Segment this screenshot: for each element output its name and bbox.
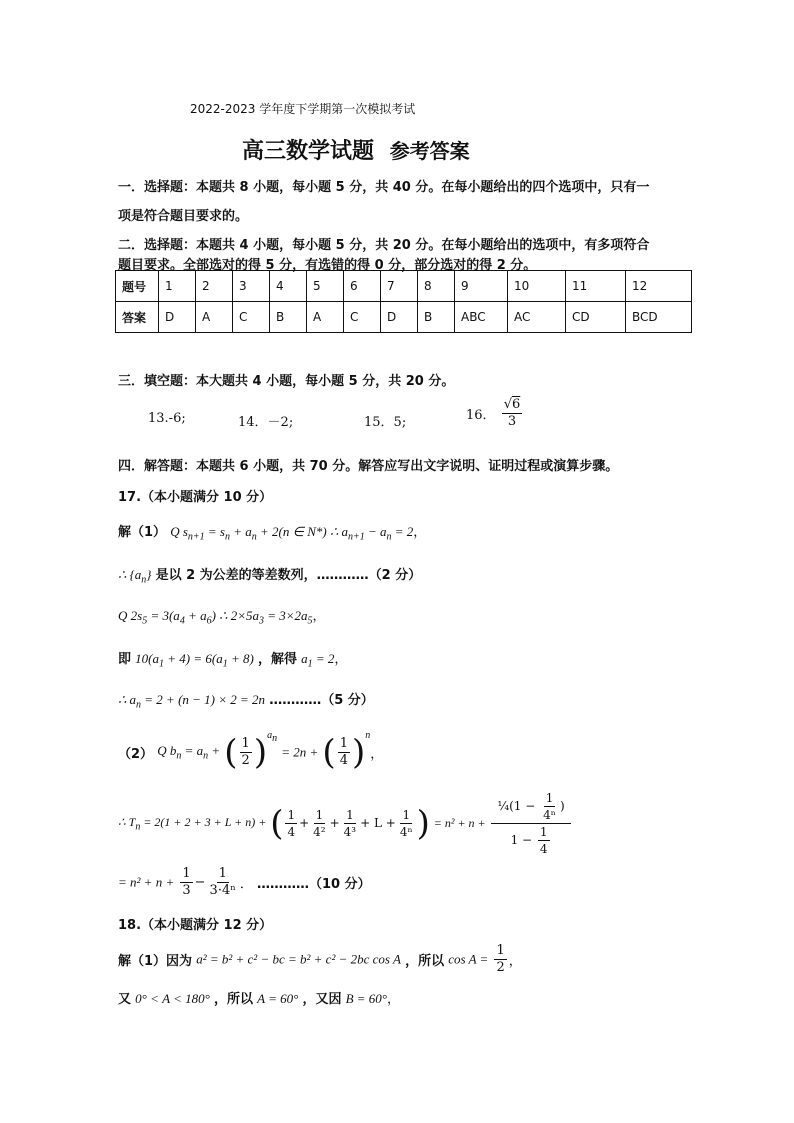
q17-formula-7b: = n² + n +	[433, 816, 486, 830]
fraction-1-4: $\frac{1}{4}$	[339, 736, 348, 768]
section2-line1: 二．选择题：本题共 4 小题，每小题 5 分，共 20 分。在每小题给出的选项中，有多项符合	[118, 238, 650, 253]
table-cell: 12	[626, 271, 692, 302]
q17-title: 17.（本小题满分 10 分）	[118, 490, 273, 505]
table-cell: A	[307, 302, 344, 333]
fill-answer-16	[466, 397, 524, 430]
q18-line1: 解（1）因为 a² = b² + c² − bc = b² + c² − 2bc cos A ，所以 cos A = $\frac{1}{2}$ ，	[118, 943, 522, 975]
table-row-answers	[116, 302, 692, 333]
q17-line6: （2） Q $b_n = a_n$ + ( $\frac{1}{2}$ )$^{a_n}$ = 2n + ( $\frac{1}{4}$ )$^n$，	[118, 730, 384, 773]
paren-left: (	[322, 732, 336, 773]
fill-answer-13: 13.-6;	[148, 411, 186, 426]
q18-formula-2a: 0° < A < 180°	[135, 991, 210, 1006]
table-cell: 7	[381, 271, 418, 302]
section1-line2: 项是符合题目要求的。	[118, 209, 249, 224]
q17-formula-2: ∴ $\{a_n\}$	[118, 567, 152, 586]
q17-formula-8: = n² + n +	[118, 874, 175, 890]
q18-formula-1b: cos A =	[448, 951, 489, 967]
q17-line5-score: …………（5 分）	[269, 693, 374, 708]
fraction-numerator: √6	[503, 397, 521, 412]
q17-line4: 即 $10(a_1 + 4) = 6(a_1 + 8)$ ，解得 $a_1 = 2$，	[118, 651, 348, 670]
paren-right: )	[416, 803, 430, 844]
radicand: 6	[511, 397, 521, 412]
q18-line1-prefix: 解（1）因为	[118, 954, 193, 969]
q18-line2-prefix: 又	[118, 992, 132, 1007]
q17-formula-7a: ∴ $T_n = 2(1 + 2 + 3 + L + n)$ +	[118, 814, 267, 833]
table-cell: 9	[455, 271, 508, 302]
q17-line7: ∴ $T_n = 2(1 + 2 + 3 + L + n)$ + ( $\frac{1}{4}$ + $\frac{1}{\text{4²}}$ + $\frac{1}{\text{4³}}$ + L + $\frac{1}{\text{4ⁿ}}$ ) = n² + n + ¼(1 − $\frac{1}{\text{4ⁿ}}$ ) 1 − $\frac{1}{4}$	[118, 790, 573, 857]
table-cell: 6	[344, 271, 381, 302]
q17-line2-text: 是以 2 为公差的等差数列，…………（2 分）	[155, 568, 422, 583]
table-cell: C	[233, 302, 270, 333]
fraction-1-2: $\frac{1}{2}$	[496, 943, 505, 975]
section4-heading: 四．解答题：本题共 6 小题，共 70 分。解答应写出文字说明、证明过程或演算步骤。	[118, 459, 619, 474]
fill-answer-16-label: 16．	[466, 408, 496, 423]
paren-right: )	[351, 732, 366, 773]
q17-formula-5: ∴ $a_n = 2 + (n - 1) \times 2 = 2n$	[118, 692, 266, 711]
fraction: $\frac{1}{\text{4³}}$	[343, 808, 357, 839]
fill-answer-15: 15．5;	[364, 415, 407, 430]
q18-line2: 又 0° < A < 180° ，所以 A = 60° ，又因 B = 60°，	[118, 991, 401, 1007]
q17-line5	[118, 689, 374, 711]
q17-formula-4: $10(a_1 + 4) = 6(a_1 + 8)$	[135, 651, 254, 670]
title-sub: 参考答案	[389, 139, 470, 163]
q18-line2-mid: ，所以	[213, 992, 253, 1007]
fraction-denominator: 3	[507, 414, 517, 429]
table-cell: CD	[566, 302, 626, 333]
row-label-numbers: 题号	[116, 271, 159, 302]
table-cell: AC	[508, 302, 566, 333]
table-cell: BCD	[626, 302, 692, 333]
table-cell: 3	[233, 271, 270, 302]
q17-formula-4b: $a_1 = 2$	[301, 651, 335, 670]
q17-formula-1: Q $s_{n+1} = s_n + a_n + 2(n$ ∈ N*) ∴ $a_{n+1} - a_n = 2$	[170, 524, 414, 543]
q18-formula-1: a² = b² + c² − bc = b² + c² − 2bc cos A	[196, 951, 401, 967]
table-row-numbers	[116, 271, 692, 302]
table-cell: C	[344, 302, 381, 333]
table-cell: 8	[418, 271, 455, 302]
section3-heading: 三．填空题：本大题共 4 小题，每小题 5 分，共 20 分。	[118, 374, 455, 389]
table-cell: D	[159, 302, 196, 333]
table-cell: D	[381, 302, 418, 333]
q18-formula-2b: A = 60°	[257, 991, 299, 1006]
q18-formula-2c: B = 60°	[345, 991, 388, 1006]
q17-part2-label: （2）	[118, 747, 154, 762]
q17-line8: = n² + n + $\frac{1}{3}$ − $\frac{1}{\text{3·4ⁿ}}$ ． …………（10 分）	[118, 866, 371, 898]
fraction-sqrt6-over-3	[502, 397, 523, 430]
table-cell: B	[418, 302, 455, 333]
q17-line2	[118, 564, 421, 586]
table-cell: B	[270, 302, 307, 333]
q18-line2-mid2: ，又因	[302, 992, 342, 1007]
table-cell: 11	[566, 271, 626, 302]
table-cell: 5	[307, 271, 344, 302]
table-cell: 4	[270, 271, 307, 302]
table-cell: A	[196, 302, 233, 333]
paren-right: )	[253, 732, 268, 773]
table-cell: 10	[508, 271, 566, 302]
q17-formula-6b: = 2n +	[281, 744, 319, 760]
q17-line4-mid: ，解得	[257, 652, 297, 667]
fraction-1-3: $\frac{1}{3}$	[182, 866, 191, 898]
section1-line1: 一．选择题：本题共 8 小题，每小题 5 分，共 40 分。在每小题给出的四个选项中，只有一	[118, 180, 650, 195]
page-title	[242, 134, 470, 165]
q17-line3: Q $2s_5 = 3(a_4 + a_6)$ ∴ $2\times 5a_3 = 3\times 2a_5$，	[118, 608, 326, 627]
q17-line8-score: …………（10 分）	[257, 877, 371, 892]
q17-line4-prefix: 即	[118, 652, 132, 667]
title-main: 高三数学试题	[242, 138, 375, 164]
fill-answer-14: 14．－2;	[238, 415, 294, 430]
paren-left: (	[224, 732, 238, 773]
exam-name: 2022-2023 学年度下学期第一次模拟考试	[190, 102, 416, 116]
answer-table	[115, 270, 692, 333]
fraction: $\frac{1}{\text{4ⁿ}}$	[399, 808, 413, 839]
fraction-1-2: $\frac{1}{2}$	[241, 736, 250, 768]
table-cell: 1	[159, 271, 196, 302]
row-label-answers: 答案	[116, 302, 159, 333]
paren-left: (	[270, 803, 284, 844]
fraction: $\frac{1}{\text{4²}}$	[313, 808, 326, 839]
q18-title: 18.（本小题满分 12 分）	[118, 918, 273, 933]
q17-part1-label: 解（1）	[118, 525, 167, 540]
q17-formula-3: Q $2s_5 = 3(a_4 + a_6)$ ∴ $2\times 5a_3 = 3\times 2a_5$	[118, 608, 313, 627]
section2-line2: 题目要求。全部选对的得 5 分，有选错的得 0 分，部分选对的得 2 分。	[118, 258, 537, 273]
q18-line1-mid: ，所以	[405, 954, 445, 969]
fraction-1-3x4n: $\frac{1}{\text{3·4ⁿ}}$	[209, 866, 236, 898]
table-cell: 2	[196, 271, 233, 302]
fraction-sum: ¼(1 − $\frac{1}{\text{4ⁿ}}$ ) 1 − $\frac{1}{4}$	[491, 790, 570, 857]
fraction: $\frac{1}{4}$	[287, 808, 296, 839]
table-cell: ABC	[455, 302, 508, 333]
q17-line1: 解（1） Q $s_{n+1} = s_n + a_n + 2(n$ ∈ N*) ∴ $a_{n+1} - a_n = 2$，	[118, 524, 427, 543]
q17-formula-6: Q $b_n = a_n$ +	[157, 743, 221, 762]
